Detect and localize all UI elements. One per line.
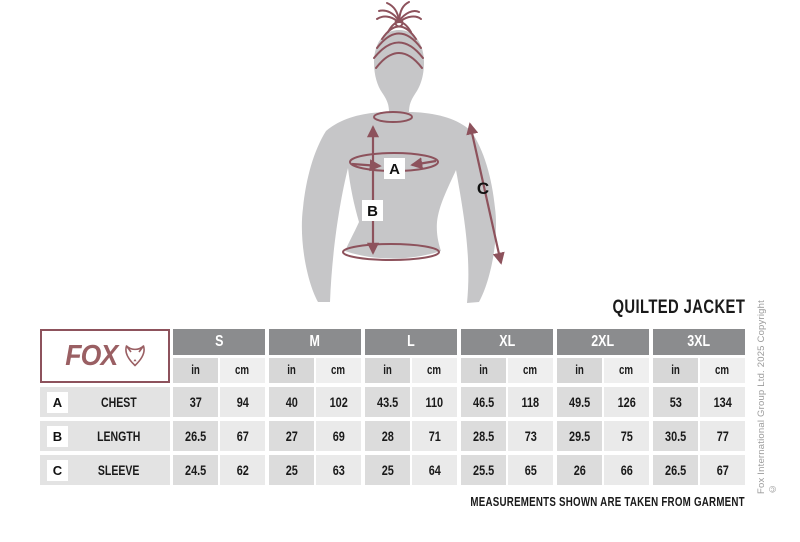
cell-sleeve-l-in: 25 [365, 455, 410, 485]
cell-length-l-cm: 71 [412, 421, 457, 451]
cell-chest-m-cm: 102 [316, 387, 361, 417]
product-title-text: QUILTED JACKET [612, 297, 745, 318]
table-row-length [40, 421, 745, 451]
cell-sleeve-2xl-in: 26 [557, 455, 602, 485]
measurement-disclaimer: MEASUREMENTS SHOWN ARE TAKEN FROM GARMENT [470, 495, 745, 509]
cell-length-3xl-in: 30.5 [653, 421, 698, 451]
cell-sleeve-3xl-in: 26.5 [653, 455, 698, 485]
cell-sleeve-xl-cm: 65 [508, 455, 553, 485]
cell-sleeve-m-cm: 63 [316, 455, 361, 485]
figure-label-b: B [367, 203, 378, 220]
cell-length-m-in: 27 [269, 421, 314, 451]
cell-length-3xl-cm: 77 [700, 421, 745, 451]
header-columns [173, 329, 745, 383]
unit-header: cm [220, 358, 265, 384]
size-table [40, 329, 745, 485]
row-key-badge: C [47, 460, 68, 481]
cell-length-xl-in: 28.5 [461, 421, 506, 451]
size-header-l: L [365, 329, 457, 355]
unit-header: in [365, 358, 410, 384]
cell-length-s-cm: 67 [220, 421, 265, 451]
row-key-badge: B [47, 426, 68, 447]
cell-chest-3xl-cm: 134 [700, 387, 745, 417]
row-label-cell [40, 387, 170, 417]
cell-length-l-in: 28 [365, 421, 410, 451]
cell-sleeve-m-in: 25 [269, 455, 314, 485]
cell-sleeve-xl-in: 25.5 [461, 455, 506, 485]
unit-header: cm [700, 358, 745, 384]
row-label: SLEEVE [98, 462, 140, 478]
figure-label-a: A [389, 161, 400, 178]
unit-header: cm [412, 358, 457, 384]
fox-head-icon [123, 344, 147, 368]
cell-sleeve-s-cm: 62 [220, 455, 265, 485]
row-label-cell [40, 455, 170, 485]
cell-chest-3xl-in: 53 [653, 387, 698, 417]
cell-sleeve-3xl-cm: 67 [700, 455, 745, 485]
figure-label-c: C [476, 179, 490, 198]
cell-chest-2xl-in: 49.5 [557, 387, 602, 417]
cell-length-2xl-in: 29.5 [557, 421, 602, 451]
cell-length-s-in: 26.5 [173, 421, 218, 451]
cell-length-2xl-cm: 75 [604, 421, 649, 451]
size-header-xl: XL [461, 329, 553, 355]
unit-header: in [461, 358, 506, 384]
unit-header: cm [604, 358, 649, 384]
unit-header: in [653, 358, 698, 384]
cell-sleeve-s-in: 24.5 [173, 455, 218, 485]
table-row-chest [40, 387, 745, 417]
cell-chest-m-in: 40 [269, 387, 314, 417]
cell-length-xl-cm: 73 [508, 421, 553, 451]
unit-header: cm [508, 358, 553, 384]
unit-header: in [557, 358, 602, 384]
cell-sleeve-2xl-cm: 66 [604, 455, 649, 485]
cell-sleeve-l-cm: 64 [412, 455, 457, 485]
unit-header: in [269, 358, 314, 384]
table-row-sleeve [40, 455, 745, 485]
row-label: CHEST [101, 394, 137, 410]
cell-length-m-cm: 69 [316, 421, 361, 451]
unit-header: cm [316, 358, 361, 384]
copyright-text: Fox International Group Ltd. 2025 Copyright © [756, 300, 778, 494]
cell-chest-xl-cm: 118 [508, 387, 553, 417]
brand-wordmark: FOX [65, 339, 118, 372]
product-title [575, 297, 745, 319]
torso-measurement-diagram [270, 0, 530, 312]
cell-chest-xl-in: 46.5 [461, 387, 506, 417]
cell-chest-2xl-cm: 126 [604, 387, 649, 417]
row-key-badge: A [47, 392, 68, 413]
cell-chest-s-cm: 94 [220, 387, 265, 417]
size-header-m: M [269, 329, 361, 355]
row-label: LENGTH [97, 428, 141, 444]
unit-header: in [173, 358, 218, 384]
row-label-cell [40, 421, 170, 451]
size-header-s: S [173, 329, 265, 355]
unit-header-row [173, 358, 745, 384]
size-header-3xl: 3XL [653, 329, 745, 355]
cell-chest-s-in: 37 [173, 387, 218, 417]
size-header-2xl: 2XL [557, 329, 649, 355]
cell-chest-l-cm: 110 [412, 387, 457, 417]
brand-logo [40, 329, 170, 383]
cell-chest-l-in: 43.5 [365, 387, 410, 417]
size-header-row [173, 329, 745, 355]
table-header [40, 329, 745, 383]
